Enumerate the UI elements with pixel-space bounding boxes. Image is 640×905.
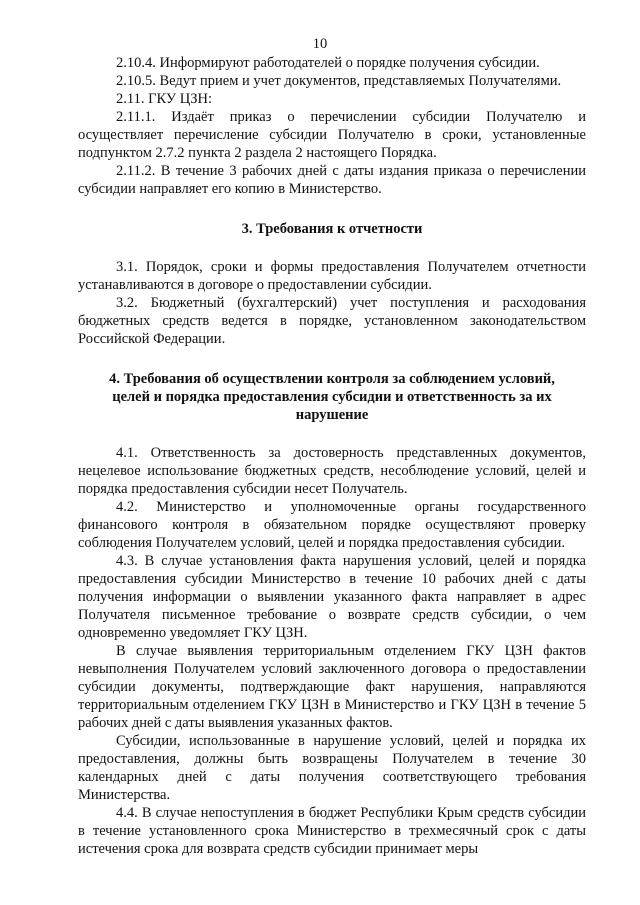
paragraph-4-4: 4.4. В случае непоступления в бюджет Республики Крым средств субсидии в течение установленного срока Министерство в трехмесячный срок с даты истечения срока для возврата средств субсидии принимает меры — [78, 805, 586, 857]
paragraph-2-11-2: 2.11.2. В течение 3 рабочих дней с даты издания приказа о перечислении субсидии направляет его копию в Министерство. — [78, 163, 586, 197]
paragraph-2-11: 2.11. ГКУ ЦЗН: — [116, 91, 212, 107]
section-4-heading-block — [78, 370, 586, 424]
paragraph-4-3-return: Субсидии, использованные в нарушение условий, целей и порядка их предоставления, должны быть возвращены Получателем в течение 30 календарных дней с даты получения соответствующего требования Министерства. — [78, 733, 586, 803]
paragraph-2-10-4: 2.10.4. Информируют работодателей о порядке получения субсидии. — [116, 55, 540, 71]
paragraph-4-1: 4.1. Ответственность за достоверность представленных документов, нецелевое использование бюджетных средств, несоблюдение условий, целей и порядка предоставления субсидии несет Получатель. — [78, 445, 586, 497]
paragraph-4-3: 4.3. В случае установления факта нарушения условий, целей и порядка предоставления субсидии Министерство в течение 10 рабочих дней с даты получения информации о выявлении указанного факта направляет в адрес Получателя письменное требование о возврате средств субсидии, о чем одновременно уведомляет ГКУ ЦЗН. — [78, 553, 586, 641]
page-number: 10 — [312, 36, 328, 52]
paragraph-2-10-5: 2.10.5. Ведут прием и учет документов, представляемых Получателями. — [116, 73, 562, 89]
paragraph-3-1: 3.1. Порядок, сроки и формы предоставления Получателем отчетности устанавливаются в договоре о предоставлении субсидии. — [78, 259, 586, 293]
document-body — [78, 54, 586, 858]
section-3-heading: 3. Требования к отчетности — [241, 221, 423, 237]
paragraph-4-2: 4.2. Министерство и уполномоченные органы государственного финансового контроля в обязательном порядке осуществляют проверку соблюдения Получателем условий, целей и порядка предоставления субсидии. — [78, 499, 586, 551]
paragraph-4-3-territorial: В случае выявления территориальным отделением ГКУ ЦЗН фактов невыполнения Получателем условий заключенного договора о предоставлении субсидии документы, подтверждающие факт нарушения, направляются территориальным отделением ГКУ ЦЗН в Министерство и ГКУ ЦЗН в течение 5 рабочих дней с даты выявления указанных фактов. — [78, 643, 586, 731]
paragraph-2-11-1: 2.11.1. Издаёт приказ о перечислении субсидии Получателю и осуществляет перечисление субсидии Получателю в сроки, установленные подпунктом 2.7.2 пункта 2 раздела 2 настоящего Порядка. — [78, 109, 586, 161]
section-4-heading: 4. Требования об осуществлении контроля за соблюдением условий, целей и порядка предоставления субсидии и ответственность за их нарушение — [109, 371, 555, 423]
paragraph-3-2: 3.2. Бюджетный (бухгалтерский) учет поступления и расходования бюджетных средств ведется в порядке, установленном законодательством Российской Федерации. — [78, 295, 586, 347]
